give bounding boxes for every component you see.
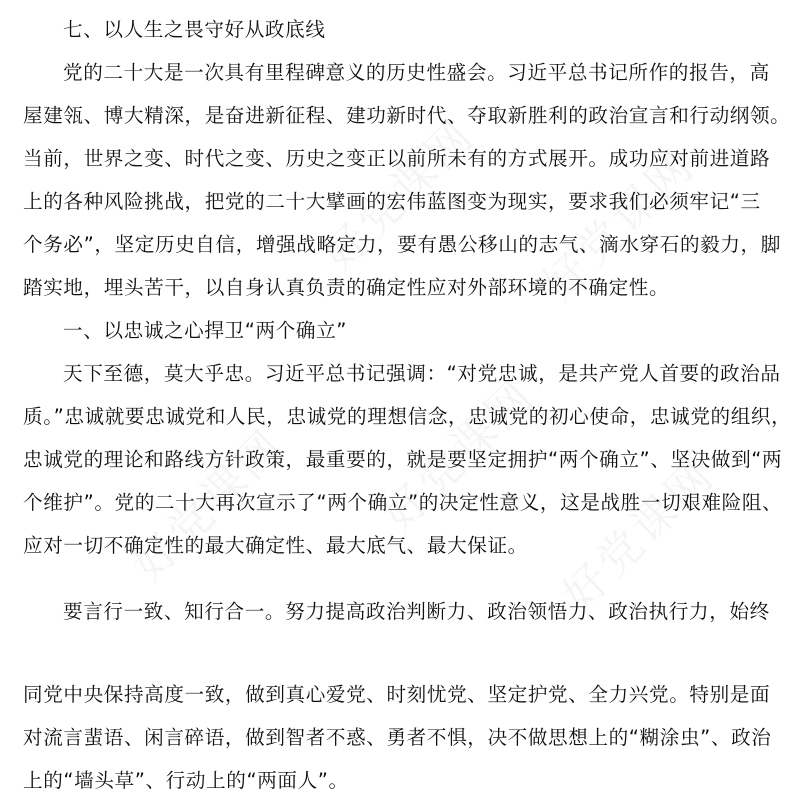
paragraph-line: 踏实地，埋头苦干，以自身认真负责的确定性应对外部环境的不确定性。 bbox=[23, 276, 670, 299]
paragraph-line: 个务必”，坚定历史自信，增强战略定力，要有愚公移山的志气、滴水穿石的毅力，脚 bbox=[23, 233, 781, 256]
paragraph-line: 忠诚党的理论和路线方针政策，最重要的，就是要坚定拥护“两个确立”、坚决做到“两 bbox=[23, 448, 783, 471]
paragraph-line: 党的二十大是一次具有里程碑意义的历史性盛会。习近平总书记所作的报告，高 bbox=[63, 61, 770, 84]
paragraph-line: 质。”忠诚就要忠诚党和人民，忠诚党的理想信念，忠诚党的初心使命，忠诚党的组织， bbox=[23, 405, 792, 428]
paragraph-line: 个维护”。党的二十大再次宣示了“两个确立”的决定性意义，这是战胜一切艰难险阻、 bbox=[23, 491, 783, 514]
paragraph-line: 当前，世界之变、时代之变、历史之变正以前所未有的方式展开。成功应对前进道路 bbox=[23, 147, 771, 170]
paragraph-line: 对流言蜚语、闲言碎语，做到智者不惑、勇者不惧，决不做思想上的“糊涂虫”、政治 bbox=[23, 726, 772, 749]
paragraph-line: 要言行一致、知行合一。努力提高政治判断力、政治领悟力、政治执行力，始终 bbox=[63, 600, 770, 623]
paragraph-line: 上的“墙头草”、行动上的“两面人”。 bbox=[23, 769, 349, 792]
section-heading: 一、以忠诚之心捍卫“两个确立” bbox=[63, 319, 348, 342]
paragraph-line: 天下至德，莫大乎忠。习近平总书记强调：“对党忠诚，是共产党人首要的政治品 bbox=[63, 362, 781, 385]
paragraph-line: 同党中央保持高度一致，做到真心爱党、时刻忧党、坚定护党、全力兴党。特别是面 bbox=[23, 683, 771, 706]
paragraph-line: 应对一切不确定性的最大确定性、最大底气、最大保证。 bbox=[23, 534, 528, 557]
paragraph-line: 屋建瓴、博大精深，是奋进新征程、建功新时代、夺取新胜利的政治宣言和行动纲领。 bbox=[23, 104, 791, 127]
paragraph-line: 上的各种风险挑战，把党的二十大擘画的宏伟蓝图变为现实，要求我们必须牢记“三 bbox=[23, 190, 761, 213]
section-heading: 七、以人生之畏守好从政底线 bbox=[63, 18, 326, 41]
